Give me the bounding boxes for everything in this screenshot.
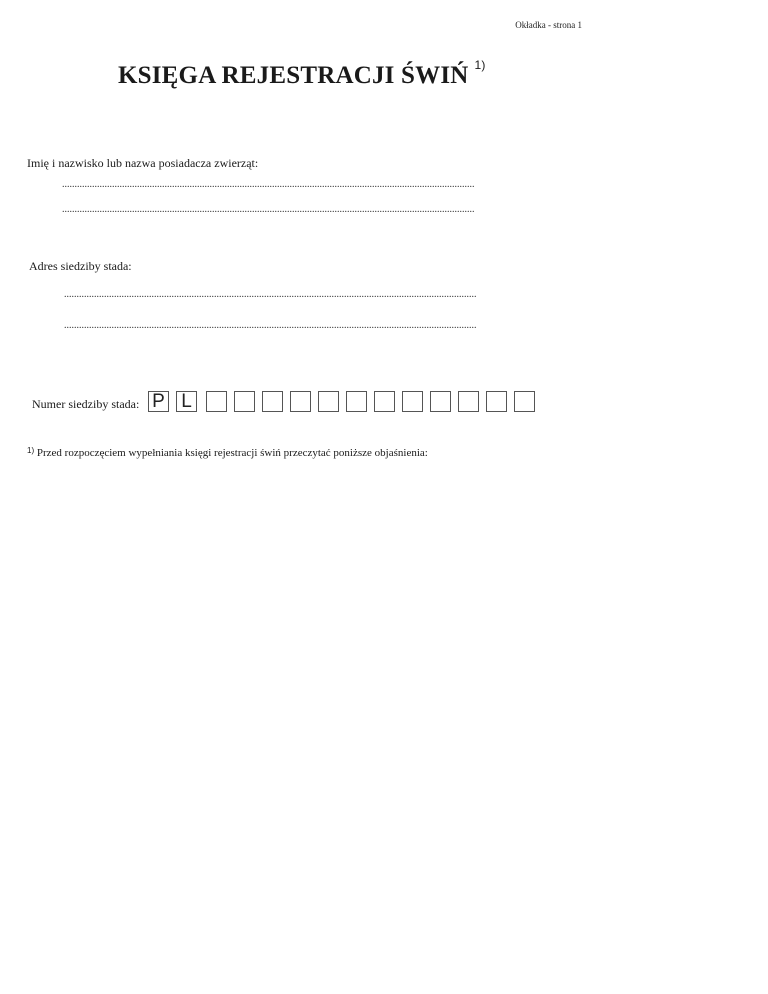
herd-address-label: Adres siedziby stada: — [29, 259, 132, 273]
herd-number-cell[interactable] — [346, 391, 367, 412]
herd-number-cell[interactable] — [234, 391, 255, 412]
herd-number-cells — [148, 391, 535, 412]
document-title — [118, 58, 486, 90]
herd-number-label: Numer siedziby stada: — [32, 397, 140, 411]
herd-number-cell[interactable] — [430, 391, 451, 412]
herd-number-cell[interactable] — [486, 391, 507, 412]
document-title-text: KSIĘGA REJESTRACJI ŚWIŃ — [118, 62, 469, 89]
herd-address-line-1[interactable]: ..................................................................................................................................................................... — [64, 290, 477, 300]
herd-number-cell[interactable] — [206, 391, 227, 412]
owner-name-line-2[interactable]: ..................................................................................................................................................................... — [62, 205, 475, 215]
footnote-mark: 1) — [27, 446, 35, 455]
owner-name-label: Imię i nazwisko lub nazwa posiadacza zwierząt: — [27, 156, 259, 170]
herd-number-cell[interactable] — [402, 391, 423, 412]
herd-address-line-2[interactable]: ..................................................................................................................................................................... — [64, 321, 477, 331]
herd-number-cell[interactable] — [458, 391, 479, 412]
herd-number-cell[interactable] — [514, 391, 535, 412]
herd-number-cell-prefix-p: P — [148, 391, 169, 412]
title-footnote-mark: 1) — [474, 58, 486, 72]
page-label: Okładka - strona 1 — [515, 20, 582, 30]
herd-number-cell[interactable] — [262, 391, 283, 412]
herd-number-cell-prefix-l: L — [176, 391, 197, 412]
herd-number-cell[interactable] — [318, 391, 339, 412]
herd-number-cell[interactable] — [290, 391, 311, 412]
owner-name-line-1[interactable]: ..................................................................................................................................................................... — [62, 180, 475, 190]
footnote-text: Przed rozpoczęciem wypełniania księgi rejestracji świń przeczytać poniższe objaśnienia: — [36, 447, 428, 459]
herd-number-cell[interactable] — [374, 391, 395, 412]
footnote — [27, 447, 428, 459]
